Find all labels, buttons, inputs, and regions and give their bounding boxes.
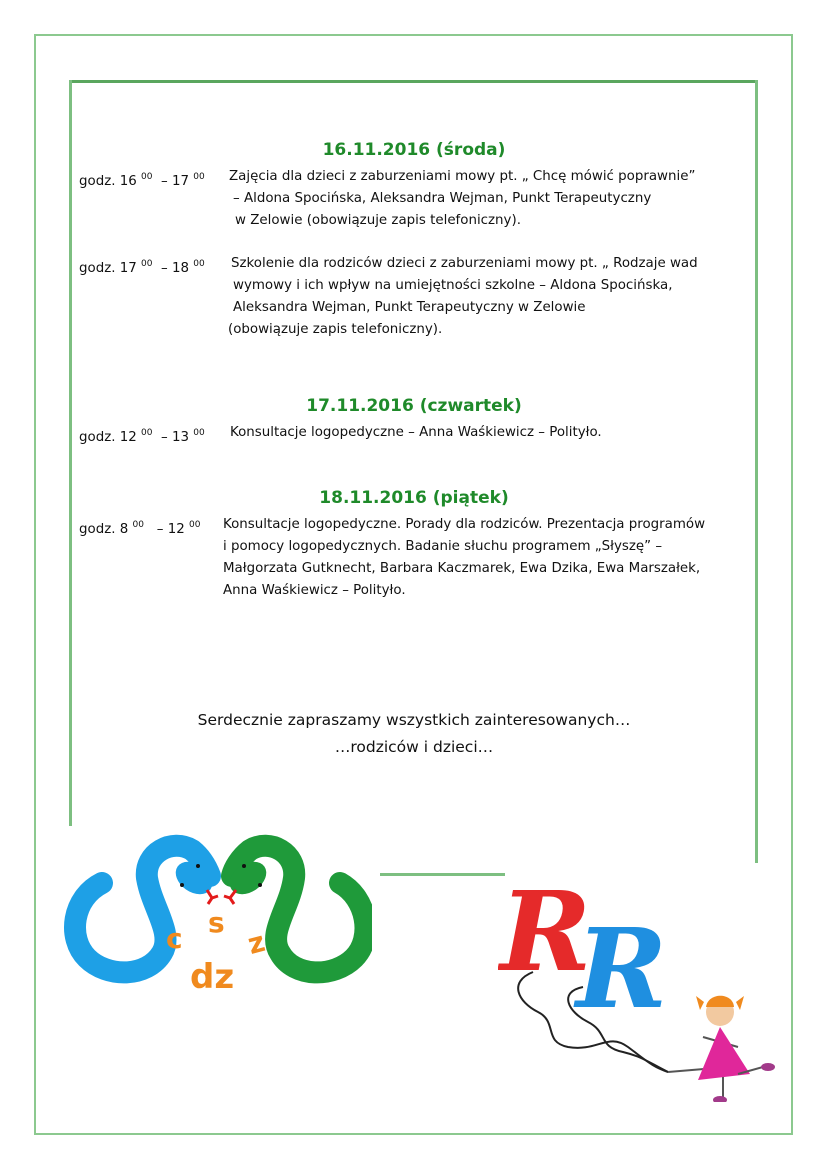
balloon-letter-red: R	[500, 867, 592, 996]
entry-description: Konsultacje logopedyczne – Anna Waśkiewicz – Polityło.	[230, 425, 602, 440]
girl-figure	[668, 996, 775, 1102]
time-range: godz. 12 $^{00}$ – 13 $^{00}$	[79, 428, 205, 445]
closing-line-2: …rodziców i dzieci…	[334, 738, 494, 756]
balloon-girl-illustration	[498, 862, 788, 1102]
day-heading: 16.11.2016 (środa)	[322, 140, 506, 160]
inner-frame-top	[69, 80, 758, 83]
day-heading: 18.11.2016 (piątek)	[319, 488, 509, 508]
green-snake	[224, 846, 366, 973]
closing-line-1: Serdecznie zapraszamy wszystkich zainteresowanych…	[197, 711, 631, 729]
entry-description: Konsultacje logopedyczne. Porady dla rodziców. Prezentacja programów i pomocy logopedycznych. Badanie słuchu programem „Słyszę” – Małgorzata Gutknecht, Barbara Kaczmarek, Ewa Dzika, Ewa Marszałek, Anna Waśkiewicz – Polityło.	[223, 517, 706, 598]
entry-description: Zajęcia dla dzieci z zaburzeniami mowy pt. „ Chcę mówić poprawnie” – Aldona Spocińska, Aleksandra Wejman, Punkt Terapeutyczny w Zelowie (obowiązuje zapis telefoniczny).	[229, 169, 696, 228]
day-heading: 17.11.2016 (czwartek)	[306, 396, 522, 416]
inner-frame-bottom-segment	[380, 873, 505, 876]
time-range: godz. 17 $^{00}$ – 18 $^{00}$	[79, 259, 205, 276]
balloon-letter-blue: R	[576, 904, 668, 1033]
time-range: godz. 16 $^{00}$ – 17 $^{00}$	[79, 172, 205, 189]
letter-z: z	[244, 924, 269, 962]
letter-s: s	[208, 906, 225, 939]
snakes-illustration	[62, 828, 372, 1003]
time-range: godz. 8 $^{00}$ – 12 $^{00}$	[79, 520, 201, 537]
letters-dz: dz	[190, 957, 235, 997]
letter-c: c	[166, 922, 183, 955]
blue-snake	[75, 846, 218, 973]
entry-description: Szkolenie dla rodziców dzieci z zaburzeniami mowy pt. „ Rodzaje wad wymowy i ich wpływ na umiejętności szkolne – Aldona Spocińska, Aleksandra Wejman, Punkt Terapeutyczny w Zelowie (obowiązuje zapis telefoniczny).	[228, 256, 698, 337]
